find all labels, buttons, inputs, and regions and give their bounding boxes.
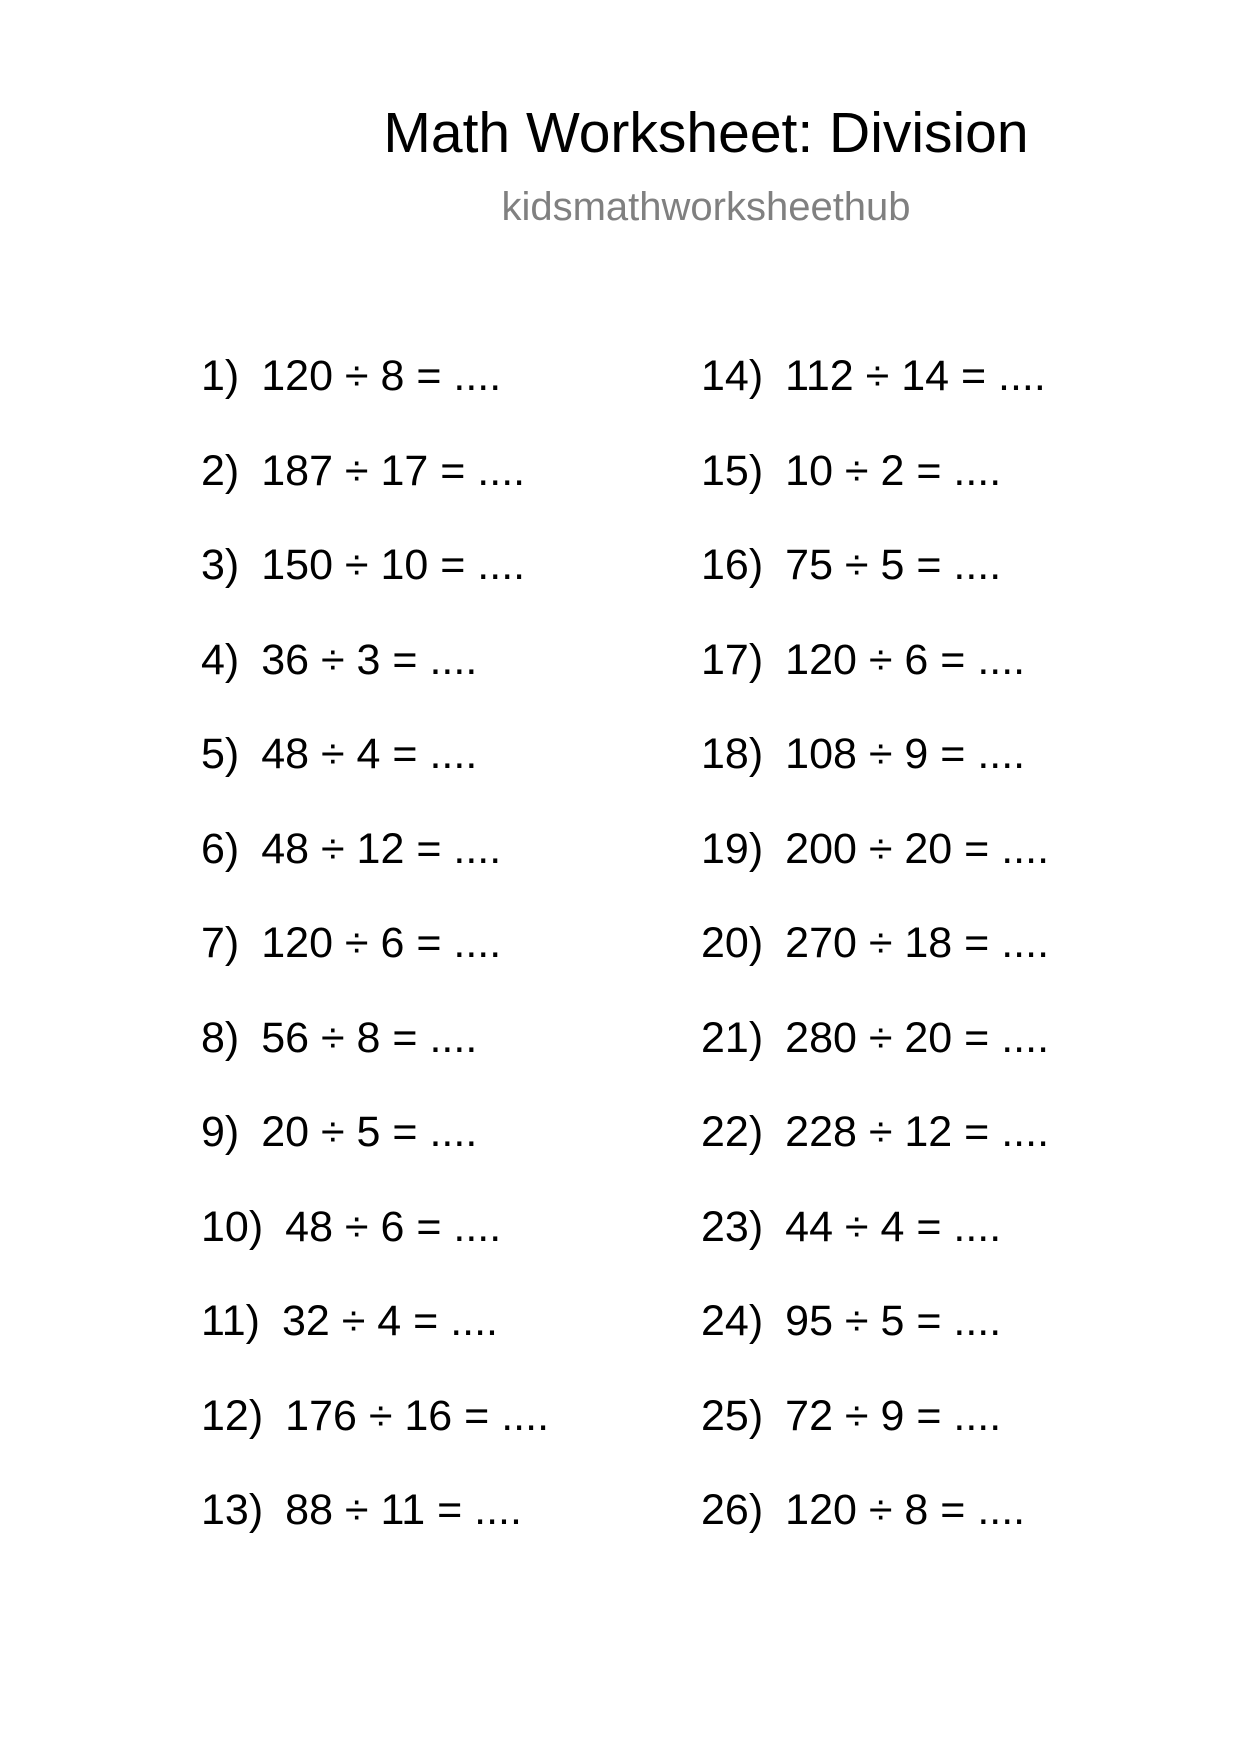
problem-16 bbox=[701, 538, 1049, 633]
problem-column-right bbox=[701, 349, 1049, 1578]
problem-18 bbox=[701, 727, 1049, 822]
problem-expression: 48 ÷ 6 = .... bbox=[285, 1202, 502, 1251]
problem-expression: 280 ÷ 20 = .... bbox=[785, 1013, 1050, 1062]
problem-expression: 95 ÷ 5 = .... bbox=[785, 1297, 1002, 1345]
problem-number: 18) bbox=[701, 730, 764, 778]
page-subtitle: kidsmathworksheethub bbox=[501, 185, 911, 229]
problem-expression: 228 ÷ 12 = .... bbox=[785, 1108, 1050, 1156]
problem-expression: 120 ÷ 8 = .... bbox=[785, 1486, 1026, 1534]
problem-number: 9) bbox=[201, 1108, 240, 1156]
problem-number: 5) bbox=[201, 730, 240, 778]
problem-number: 3) bbox=[201, 541, 240, 589]
problem-2 bbox=[201, 444, 549, 539]
problem-expression: 270 ÷ 18 = .... bbox=[785, 919, 1050, 967]
problem-4 bbox=[201, 633, 549, 728]
problem-expression: 112 ÷ 14 = .... bbox=[785, 352, 1046, 400]
problem-number: 24) bbox=[701, 1297, 764, 1345]
problem-number: 8) bbox=[201, 1013, 240, 1062]
problem-24 bbox=[701, 1294, 1049, 1389]
problem-number: 23) bbox=[701, 1202, 764, 1251]
problem-number: 15) bbox=[701, 446, 764, 495]
problem-expression: 44 ÷ 4 = .... bbox=[785, 1202, 1002, 1251]
problem-expression: 10 ÷ 2 = .... bbox=[785, 446, 1002, 495]
problem-9 bbox=[201, 1105, 549, 1200]
problem-8 bbox=[201, 1011, 549, 1106]
problem-number: 25) bbox=[701, 1391, 764, 1440]
problem-22 bbox=[701, 1105, 1049, 1200]
problem-11 bbox=[201, 1294, 549, 1389]
problem-21 bbox=[701, 1011, 1049, 1106]
problem-7 bbox=[201, 916, 549, 1011]
problem-expression: 120 ÷ 8 = .... bbox=[261, 352, 502, 400]
problem-number: 11) bbox=[201, 1297, 260, 1345]
problem-expression: 108 ÷ 9 = .... bbox=[785, 730, 1026, 778]
problem-number: 10) bbox=[201, 1202, 264, 1251]
problem-5 bbox=[201, 727, 549, 822]
problem-6 bbox=[201, 822, 549, 917]
problem-expression: 120 ÷ 6 = .... bbox=[785, 635, 1026, 684]
problem-20 bbox=[701, 916, 1049, 1011]
problem-19 bbox=[701, 822, 1049, 917]
problem-number: 20) bbox=[701, 919, 764, 967]
problem-number: 19) bbox=[701, 824, 764, 873]
problem-number: 4) bbox=[201, 635, 240, 684]
problem-number: 26) bbox=[701, 1486, 764, 1534]
problem-expression: 150 ÷ 10 = .... bbox=[261, 541, 526, 589]
problem-expression: 72 ÷ 9 = .... bbox=[785, 1391, 1002, 1440]
problem-10 bbox=[201, 1200, 549, 1295]
problem-expression: 187 ÷ 17 = .... bbox=[261, 446, 526, 495]
problem-23 bbox=[701, 1200, 1049, 1295]
problem-1 bbox=[201, 349, 549, 444]
problem-expression: 36 ÷ 3 = .... bbox=[261, 635, 478, 684]
problem-25 bbox=[701, 1389, 1049, 1484]
problem-expression: 20 ÷ 5 = .... bbox=[261, 1108, 478, 1156]
problem-expression: 75 ÷ 5 = .... bbox=[785, 541, 1002, 589]
problem-number: 1) bbox=[201, 352, 240, 400]
problem-12 bbox=[201, 1389, 549, 1484]
problem-expression: 48 ÷ 12 = .... bbox=[261, 824, 502, 873]
problem-17 bbox=[701, 633, 1049, 728]
problem-26 bbox=[701, 1483, 1049, 1578]
problem-expression: 120 ÷ 6 = .... bbox=[261, 919, 502, 967]
problem-expression: 176 ÷ 16 = .... bbox=[285, 1391, 550, 1440]
page-title: Math Worksheet: Division bbox=[383, 101, 1029, 165]
problem-number: 22) bbox=[701, 1108, 764, 1156]
problem-expression: 88 ÷ 11 = .... bbox=[285, 1486, 522, 1534]
problem-number: 17) bbox=[701, 635, 764, 684]
problem-expression: 200 ÷ 20 = .... bbox=[785, 824, 1050, 873]
problem-number: 21) bbox=[701, 1013, 764, 1062]
problem-number: 12) bbox=[201, 1391, 264, 1440]
problem-number: 6) bbox=[201, 824, 240, 873]
problem-number: 7) bbox=[201, 919, 240, 967]
problem-column-left bbox=[201, 349, 549, 1578]
problem-3 bbox=[201, 538, 549, 633]
problem-number: 16) bbox=[701, 541, 764, 589]
problem-expression: 56 ÷ 8 = .... bbox=[261, 1013, 478, 1062]
problem-15 bbox=[701, 444, 1049, 539]
problem-13 bbox=[201, 1483, 549, 1578]
problem-expression: 32 ÷ 4 = .... bbox=[281, 1297, 498, 1345]
problem-14 bbox=[701, 349, 1049, 444]
problem-number: 13) bbox=[201, 1486, 264, 1534]
problem-number: 14) bbox=[701, 352, 764, 400]
problem-number: 2) bbox=[201, 446, 240, 495]
problem-expression: 48 ÷ 4 = .... bbox=[261, 730, 478, 778]
